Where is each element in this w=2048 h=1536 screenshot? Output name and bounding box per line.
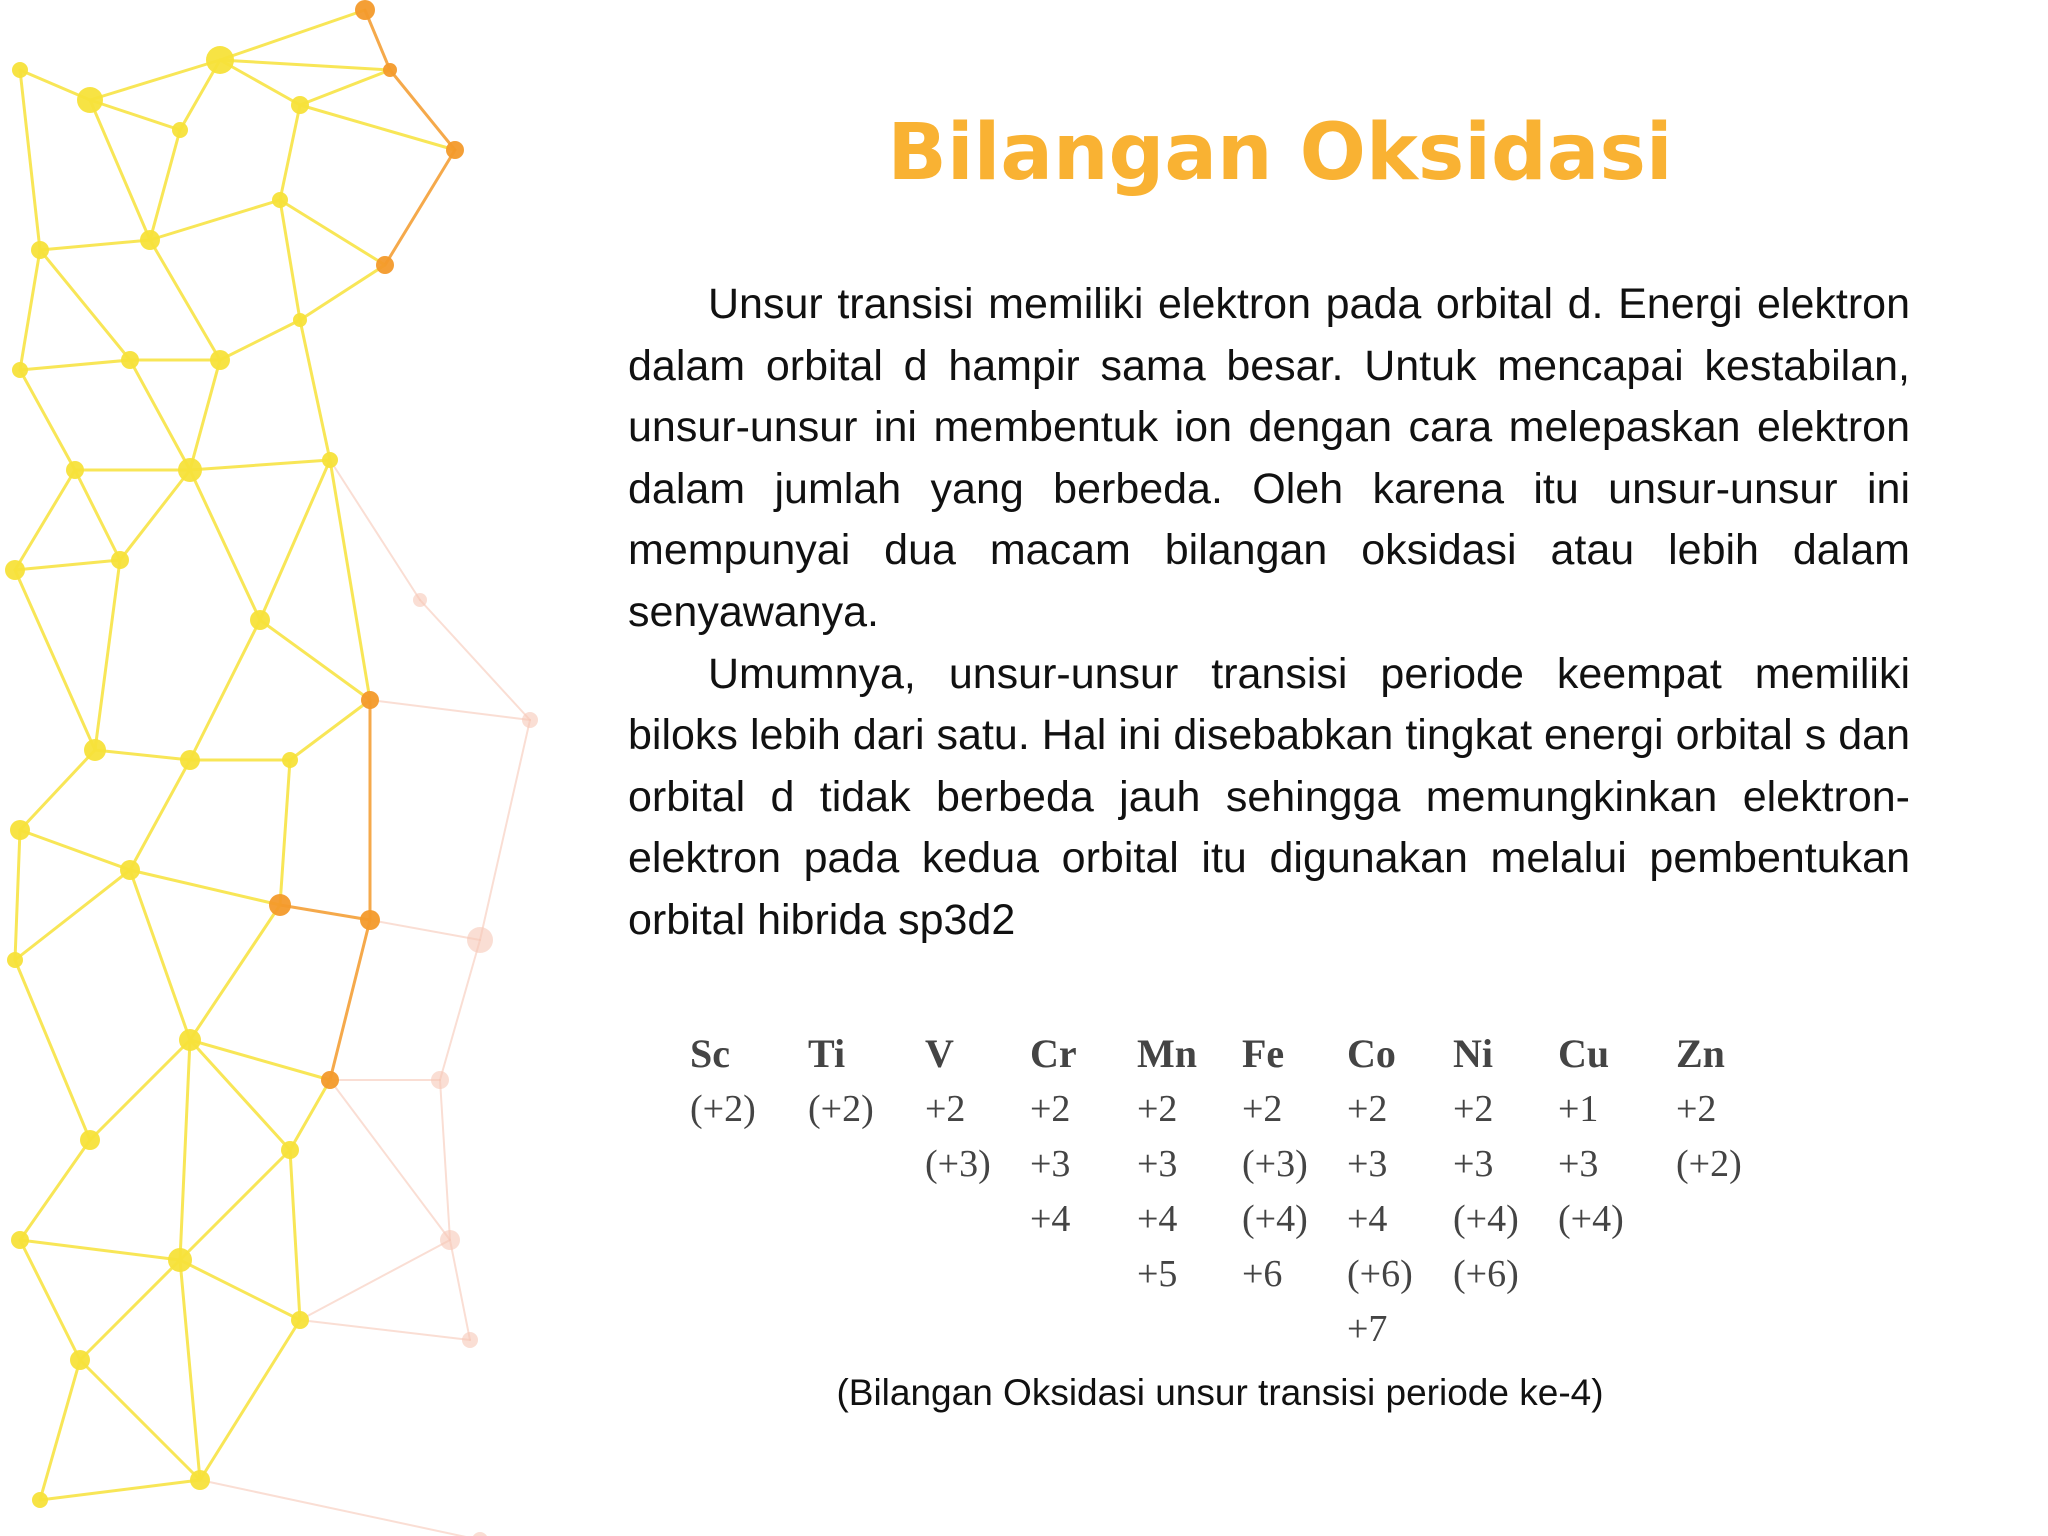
network-line bbox=[20, 70, 40, 250]
network-node bbox=[522, 712, 538, 728]
network-line bbox=[300, 265, 385, 320]
network-node bbox=[472, 1532, 488, 1536]
network-node bbox=[446, 141, 464, 159]
network-node bbox=[361, 691, 379, 709]
network-line bbox=[20, 750, 95, 830]
network-node bbox=[293, 313, 307, 327]
network-line bbox=[200, 1320, 300, 1480]
oxidation-state: (+6) bbox=[1347, 1253, 1413, 1295]
network-node bbox=[11, 1231, 29, 1249]
network-node bbox=[291, 96, 309, 114]
oxidation-state: +4 bbox=[1030, 1198, 1071, 1240]
network-line bbox=[440, 1080, 450, 1240]
oxidation-state: (+6) bbox=[1453, 1253, 1519, 1295]
network-node bbox=[281, 1141, 299, 1159]
network-line bbox=[20, 360, 130, 370]
network-line bbox=[15, 470, 75, 570]
network-line bbox=[300, 105, 455, 150]
network-node bbox=[5, 560, 25, 580]
network-node bbox=[111, 551, 129, 569]
network-node bbox=[120, 860, 140, 880]
oxidation-state: +3 bbox=[1030, 1143, 1071, 1185]
network-node bbox=[121, 351, 139, 369]
network-line bbox=[330, 920, 370, 1080]
network-line bbox=[220, 10, 365, 60]
element-column-zn bbox=[1676, 1026, 1786, 1192]
network-line bbox=[290, 1080, 330, 1150]
network-line bbox=[95, 560, 120, 750]
network-line bbox=[40, 240, 150, 250]
network-line bbox=[290, 1150, 300, 1320]
element-symbol: Sc bbox=[690, 1031, 730, 1076]
network-line bbox=[390, 70, 455, 150]
element-column-mn bbox=[1137, 1026, 1247, 1302]
network-line bbox=[130, 870, 190, 1040]
network-node bbox=[360, 910, 380, 930]
oxidation-state: +6 bbox=[1242, 1253, 1283, 1295]
oxidation-state: +2 bbox=[1242, 1088, 1283, 1130]
oxidation-state: +1 bbox=[1558, 1088, 1599, 1130]
network-node bbox=[70, 1350, 90, 1370]
network-line bbox=[280, 105, 300, 200]
network-node bbox=[178, 458, 202, 482]
network-node bbox=[210, 350, 230, 370]
network-line bbox=[200, 1480, 480, 1536]
network-line bbox=[300, 1320, 470, 1340]
element-column-cr bbox=[1030, 1026, 1140, 1247]
network-line bbox=[120, 470, 190, 560]
network-node bbox=[431, 1071, 449, 1089]
network-line bbox=[20, 1240, 80, 1360]
network-line bbox=[180, 1040, 190, 1260]
network-node bbox=[440, 1230, 460, 1250]
oxidation-state: (+2) bbox=[1676, 1143, 1742, 1185]
network-node bbox=[172, 122, 188, 138]
network-line bbox=[90, 100, 180, 130]
network-line bbox=[290, 700, 370, 760]
network-line bbox=[370, 920, 480, 940]
network-line bbox=[80, 1360, 200, 1480]
network-line bbox=[190, 360, 220, 470]
network-line bbox=[260, 620, 370, 700]
oxidation-state: +3 bbox=[1137, 1143, 1178, 1185]
network-node bbox=[140, 230, 160, 250]
network-node bbox=[355, 0, 375, 20]
network-line bbox=[150, 130, 180, 240]
oxidation-state: +2 bbox=[925, 1088, 966, 1130]
network-line bbox=[40, 250, 130, 360]
network-node bbox=[462, 1332, 478, 1348]
network-line bbox=[420, 600, 530, 720]
element-symbol: Zn bbox=[1676, 1031, 1725, 1076]
oxidation-state: +3 bbox=[1453, 1143, 1494, 1185]
network-line bbox=[190, 460, 330, 470]
network-node bbox=[32, 1492, 48, 1508]
oxidation-state: +5 bbox=[1137, 1253, 1178, 1295]
network-node bbox=[168, 1248, 192, 1272]
network-line bbox=[90, 100, 150, 240]
element-column-fe bbox=[1242, 1026, 1352, 1302]
network-node bbox=[250, 610, 270, 630]
network-line bbox=[130, 760, 190, 870]
network-node bbox=[383, 63, 397, 77]
network-line bbox=[190, 1040, 290, 1150]
network-node bbox=[84, 739, 106, 761]
oxidation-state: +4 bbox=[1347, 1198, 1388, 1240]
oxidation-state: +2 bbox=[1347, 1088, 1388, 1130]
network-node bbox=[179, 1029, 201, 1051]
network-line bbox=[40, 1480, 200, 1500]
network-line bbox=[75, 470, 120, 560]
element-symbol: V bbox=[925, 1031, 954, 1076]
network-line bbox=[440, 940, 480, 1080]
element-symbol: Mn bbox=[1137, 1031, 1197, 1076]
network-node bbox=[467, 927, 493, 953]
network-line bbox=[220, 320, 300, 360]
oxidation-state: (+4) bbox=[1558, 1198, 1624, 1240]
element-column-v bbox=[925, 1026, 1035, 1192]
network-line bbox=[330, 1080, 450, 1240]
network-node bbox=[206, 46, 234, 74]
network-node bbox=[12, 362, 28, 378]
body-text bbox=[628, 274, 1910, 952]
element-column-co bbox=[1347, 1026, 1457, 1357]
network-line bbox=[190, 470, 260, 620]
network-line bbox=[20, 1240, 180, 1260]
network-node bbox=[66, 461, 84, 479]
table-caption: (Bilangan Oksidasi unsur transisi periode ke-4) bbox=[836, 1372, 1604, 1413]
network-line bbox=[260, 460, 330, 620]
network-line bbox=[370, 700, 530, 720]
slide-title: Bilangan Oksidasi bbox=[887, 108, 1673, 198]
network-line bbox=[20, 1140, 90, 1240]
network-node bbox=[413, 593, 427, 607]
network-line bbox=[220, 60, 390, 70]
network-node bbox=[272, 192, 288, 208]
network-line bbox=[15, 870, 130, 960]
network-line bbox=[280, 200, 385, 265]
oxidation-state: +2 bbox=[1676, 1088, 1717, 1130]
network-line bbox=[150, 240, 220, 360]
network-line bbox=[15, 830, 20, 960]
network-line bbox=[190, 905, 280, 1040]
element-symbol: Fe bbox=[1242, 1031, 1285, 1076]
network-lines bbox=[15, 10, 530, 1536]
oxidation-state: (+4) bbox=[1453, 1198, 1519, 1240]
element-symbol: Cu bbox=[1558, 1031, 1610, 1076]
network-line bbox=[280, 200, 300, 320]
oxidation-state: +3 bbox=[1347, 1143, 1388, 1185]
network-line bbox=[130, 870, 280, 905]
molecular-network-decoration bbox=[0, 0, 620, 1536]
network-node bbox=[190, 1470, 210, 1490]
network-line bbox=[480, 720, 530, 940]
oxidation-state: +2 bbox=[1453, 1088, 1494, 1130]
network-node bbox=[322, 452, 338, 468]
element-column-ti bbox=[808, 1026, 918, 1137]
network-node bbox=[180, 750, 200, 770]
paragraph-1: Unsur transisi memiliki elektron pada orbital d. Energi elektron dalam orbital d hampir sama besar. Untuk mencapai kestabilan, unsur-unsur ini membentuk ion dengan cara melepaskan elektron dalam jumlah yang berbeda. Oleh karena itu unsur-unsur ini mempunyai dua macam bilangan oksidasi atau lebih dalam senyawanya. bbox=[628, 280, 1910, 636]
network-node bbox=[291, 1311, 309, 1329]
element-column-ni bbox=[1453, 1026, 1563, 1302]
network-line bbox=[190, 1040, 330, 1080]
network-line bbox=[15, 960, 90, 1140]
network-line bbox=[130, 360, 190, 470]
network-node bbox=[31, 241, 49, 259]
oxidation-state: (+2) bbox=[690, 1088, 756, 1130]
element-symbol: Co bbox=[1347, 1031, 1396, 1076]
network-node bbox=[7, 952, 23, 968]
network-line bbox=[280, 760, 290, 905]
network-line bbox=[40, 1360, 80, 1500]
network-line bbox=[20, 250, 40, 370]
oxidation-state: +2 bbox=[1137, 1088, 1178, 1130]
network-line bbox=[90, 1040, 190, 1140]
network-line bbox=[190, 620, 260, 760]
oxidation-state: +2 bbox=[1030, 1088, 1071, 1130]
network-line bbox=[450, 1240, 470, 1340]
network-line bbox=[95, 750, 190, 760]
network-line bbox=[385, 150, 455, 265]
network-line bbox=[20, 370, 75, 470]
network-line bbox=[180, 1260, 200, 1480]
oxidation-state: (+3) bbox=[1242, 1143, 1308, 1185]
network-node bbox=[10, 820, 30, 840]
network-line bbox=[300, 320, 330, 460]
element-symbol: Ti bbox=[808, 1031, 846, 1076]
element-column-sc bbox=[690, 1026, 800, 1137]
element-column-cu bbox=[1558, 1026, 1668, 1247]
network-line bbox=[180, 1150, 290, 1260]
element-symbol: Ni bbox=[1453, 1031, 1493, 1076]
network-line bbox=[300, 70, 390, 105]
oxidation-state: +3 bbox=[1558, 1143, 1599, 1185]
oxidation-state: (+4) bbox=[1242, 1198, 1308, 1240]
network-node bbox=[80, 1130, 100, 1150]
network-line bbox=[330, 460, 420, 600]
oxidation-state: +7 bbox=[1347, 1308, 1388, 1350]
network-node bbox=[269, 894, 291, 916]
oxidation-state: +4 bbox=[1137, 1198, 1178, 1240]
paragraph-2: Umumnya, unsur-unsur transisi periode keempat memiliki biloks lebih dari satu. Hal ini disebabkan tingkat energi orbital s dan orbital d tidak berbeda jauh sehingga memungkinkan elektron-elektron pada kedua orbital itu digunakan melalui pembentukan orbital hibrida sp3d2 bbox=[628, 649, 1910, 944]
network-line bbox=[150, 200, 280, 240]
network-node bbox=[77, 87, 103, 113]
network-line bbox=[280, 905, 370, 920]
network-line bbox=[180, 1260, 300, 1320]
network-node bbox=[12, 62, 28, 78]
network-line bbox=[80, 1260, 180, 1360]
oxidation-state: (+2) bbox=[808, 1088, 874, 1130]
network-line bbox=[20, 830, 130, 870]
network-node bbox=[376, 256, 394, 274]
network-line bbox=[15, 570, 95, 750]
oxidation-state: (+3) bbox=[925, 1143, 991, 1185]
network-node bbox=[321, 1071, 339, 1089]
network-line bbox=[300, 1240, 450, 1320]
element-symbol: Cr bbox=[1030, 1031, 1077, 1076]
network-line bbox=[330, 460, 370, 700]
network-node bbox=[282, 752, 298, 768]
network-line bbox=[15, 560, 120, 570]
